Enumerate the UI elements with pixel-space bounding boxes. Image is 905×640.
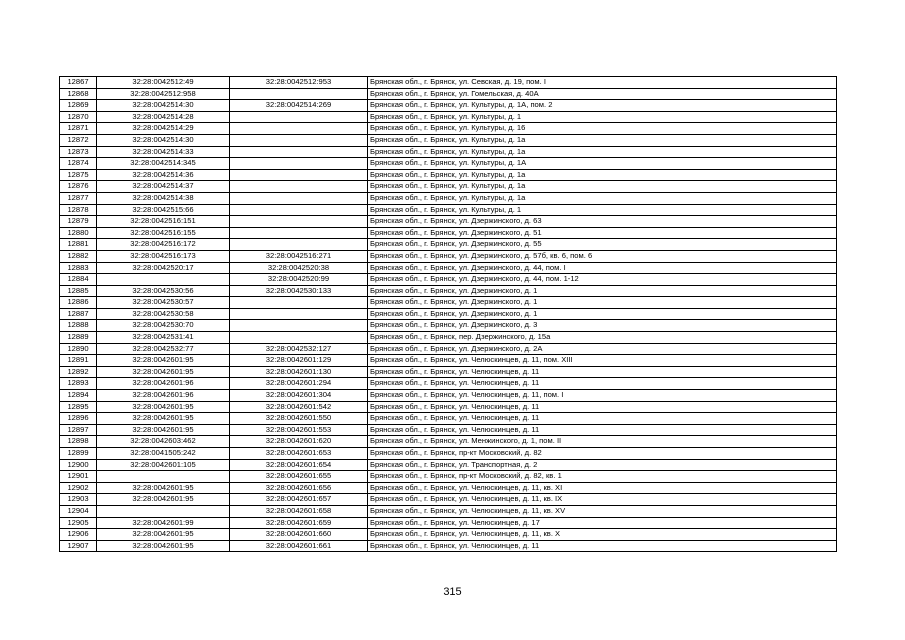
row-number-cell: 12903 [60, 494, 97, 506]
building-cadastral-number-cell [230, 297, 368, 309]
building-cadastral-number-cell: 32:28:0042601:656 [230, 482, 368, 494]
address-cell: Брянская обл., г. Брянск, ул. Культуры, д. 1А [368, 158, 837, 170]
row-number-cell: 12867 [60, 77, 97, 89]
land-cadastral-number-cell: 32:28:0042512:958 [97, 88, 230, 100]
building-cadastral-number-cell: 32:28:0042601:550 [230, 413, 368, 425]
land-cadastral-number-cell: 32:28:0042516:173 [97, 250, 230, 262]
building-cadastral-number-cell: 32:28:0042601:620 [230, 436, 368, 448]
row-number-cell: 12899 [60, 448, 97, 460]
address-cell: Брянская обл., г. Брянск, ул. Гомельская, д. 40А [368, 88, 837, 100]
row-number-cell: 12902 [60, 482, 97, 494]
land-cadastral-number-cell: 32:28:0042514:33 [97, 146, 230, 158]
row-number-cell: 12880 [60, 227, 97, 239]
row-number-cell: 12876 [60, 181, 97, 193]
table-row [60, 540, 837, 552]
building-cadastral-number-cell: 32:28:0042601:660 [230, 529, 368, 541]
land-cadastral-number-cell: 32:28:0042530:70 [97, 320, 230, 332]
building-cadastral-number-cell [230, 169, 368, 181]
table-row [60, 390, 837, 402]
registry-table [59, 76, 837, 552]
land-cadastral-number-cell: 32:28:0042601:95 [97, 413, 230, 425]
land-cadastral-number-cell: 32:28:0042516:151 [97, 216, 230, 228]
address-cell: Брянская обл., г. Брянск, пр-кт Московский, д. 82 [368, 448, 837, 460]
address-cell: Брянская обл., г. Брянск, ул. Челюскинцев, д. 11, кв. XI [368, 482, 837, 494]
address-cell: Брянская обл., г. Брянск, ул. Культуры, д. 1а [368, 181, 837, 193]
table-row [60, 436, 837, 448]
land-cadastral-number-cell: 32:28:0041505:242 [97, 448, 230, 460]
address-cell: Брянская обл., г. Брянск, ул. Челюскинцев, д. 11 [368, 424, 837, 436]
building-cadastral-number-cell: 32:28:0042601:542 [230, 401, 368, 413]
building-cadastral-number-cell: 32:28:0042601:304 [230, 390, 368, 402]
row-number-cell: 12883 [60, 262, 97, 274]
building-cadastral-number-cell: 32:28:0042516:271 [230, 250, 368, 262]
building-cadastral-number-cell: 32:28:0042601:658 [230, 505, 368, 517]
land-cadastral-number-cell: 32:28:0042514:37 [97, 181, 230, 193]
row-number-cell: 12879 [60, 216, 97, 228]
table-row [60, 274, 837, 286]
row-number-cell: 12884 [60, 274, 97, 286]
building-cadastral-number-cell: 32:28:0042520:99 [230, 274, 368, 286]
table-row [60, 517, 837, 529]
row-number-cell: 12907 [60, 540, 97, 552]
row-number-cell: 12875 [60, 169, 97, 181]
table-row [60, 529, 837, 541]
row-number-cell: 12896 [60, 413, 97, 425]
row-number-cell: 12874 [60, 158, 97, 170]
land-cadastral-number-cell: 32:28:0042532:77 [97, 343, 230, 355]
table-row [60, 181, 837, 193]
land-cadastral-number-cell: 32:28:0042601:96 [97, 378, 230, 390]
row-number-cell: 12889 [60, 332, 97, 344]
building-cadastral-number-cell: 32:28:0042601:655 [230, 471, 368, 483]
land-cadastral-number-cell: 32:28:0042531:41 [97, 332, 230, 344]
address-cell: Брянская обл., г. Брянск, ул. Челюскинцев, д. 11 [368, 378, 837, 390]
row-number-cell: 12887 [60, 308, 97, 320]
building-cadastral-number-cell: 32:28:0042530:133 [230, 285, 368, 297]
building-cadastral-number-cell: 32:28:0042601:653 [230, 448, 368, 460]
address-cell: Брянская обл., г. Брянск, ул. Челюскинцев, д. 11, пом. I [368, 390, 837, 402]
row-number-cell: 12901 [60, 471, 97, 483]
registry-table-body [60, 77, 837, 552]
address-cell: Брянская обл., г. Брянск, ул. Культуры, д. 1а [368, 169, 837, 181]
row-number-cell: 12898 [60, 436, 97, 448]
row-number-cell: 12893 [60, 378, 97, 390]
address-cell: Брянская обл., г. Брянск, ул. Менжинского, д. 1, пом. II [368, 436, 837, 448]
land-cadastral-number-cell: 32:28:0042514:30 [97, 100, 230, 112]
address-cell: Брянская обл., г. Брянск, ул. Дзержинского, д. 57б, кв. 6, пом. 6 [368, 250, 837, 262]
land-cadastral-number-cell: 32:28:0042514:36 [97, 169, 230, 181]
building-cadastral-number-cell: 32:28:0042512:953 [230, 77, 368, 89]
table-row [60, 204, 837, 216]
building-cadastral-number-cell: 32:28:0042601:553 [230, 424, 368, 436]
row-number-cell: 12873 [60, 146, 97, 158]
row-number-cell: 12878 [60, 204, 97, 216]
row-number-cell: 12877 [60, 192, 97, 204]
row-number-cell: 12904 [60, 505, 97, 517]
table-row [60, 216, 837, 228]
table-row [60, 297, 837, 309]
address-cell: Брянская обл., г. Брянск, ул. Дзержинского, д. 44, пом. 1-12 [368, 274, 837, 286]
building-cadastral-number-cell [230, 146, 368, 158]
land-cadastral-number-cell: 32:28:0042512:49 [97, 77, 230, 89]
row-number-cell: 12897 [60, 424, 97, 436]
address-cell: Брянская обл., г. Брянск, ул. Дзержинского, д. 2А [368, 343, 837, 355]
land-cadastral-number-cell: 32:28:0042516:155 [97, 227, 230, 239]
address-cell: Брянская обл., г. Брянск, пр-кт Московский, д. 82, кв. 1 [368, 471, 837, 483]
building-cadastral-number-cell [230, 332, 368, 344]
land-cadastral-number-cell: 32:28:0042601:95 [97, 494, 230, 506]
address-cell: Брянская обл., г. Брянск, ул. Дзержинского, д. 1 [368, 285, 837, 297]
address-cell: Брянская обл., г. Брянск, ул. Челюскинцев, д. 11, пом. XIII [368, 355, 837, 367]
table-row [60, 146, 837, 158]
address-cell: Брянская обл., г. Брянск, ул. Дзержинского, д. 44, пом. I [368, 262, 837, 274]
table-row [60, 123, 837, 135]
land-cadastral-number-cell: 32:28:0042601:95 [97, 366, 230, 378]
land-cadastral-number-cell: 32:28:0042601:95 [97, 529, 230, 541]
table-row [60, 482, 837, 494]
table-row [60, 401, 837, 413]
table-row [60, 239, 837, 251]
table-row [60, 448, 837, 460]
row-number-cell: 12882 [60, 250, 97, 262]
row-number-cell: 12869 [60, 100, 97, 112]
address-cell: Брянская обл., г. Брянск, ул. Челюскинцев, д. 11, кв. XV [368, 505, 837, 517]
row-number-cell: 12900 [60, 459, 97, 471]
building-cadastral-number-cell: 32:28:0042514:269 [230, 100, 368, 112]
table-row [60, 227, 837, 239]
building-cadastral-number-cell [230, 308, 368, 320]
address-cell: Брянская обл., г. Брянск, ул. Дзержинского, д. 63 [368, 216, 837, 228]
row-number-cell: 12888 [60, 320, 97, 332]
land-cadastral-number-cell: 32:28:0042515:66 [97, 204, 230, 216]
row-number-cell: 12895 [60, 401, 97, 413]
address-cell: Брянская обл., г. Брянск, ул. Челюскинцев, д. 11 [368, 413, 837, 425]
table-row [60, 471, 837, 483]
table-row [60, 158, 837, 170]
address-cell: Брянская обл., г. Брянск, ул. Культуры, д. 1а [368, 134, 837, 146]
land-cadastral-number-cell: 32:28:0042601:95 [97, 355, 230, 367]
table-row [60, 262, 837, 274]
table-row [60, 320, 837, 332]
building-cadastral-number-cell: 32:28:0042601:654 [230, 459, 368, 471]
table-row [60, 169, 837, 181]
land-cadastral-number-cell [97, 471, 230, 483]
table-row [60, 332, 837, 344]
table-row [60, 413, 837, 425]
land-cadastral-number-cell: 32:28:0042603:462 [97, 436, 230, 448]
row-number-cell: 12886 [60, 297, 97, 309]
address-cell: Брянская обл., г. Брянск, пер. Дзержинского, д. 15а [368, 332, 837, 344]
address-cell: Брянская обл., г. Брянск, ул. Культуры, д. 16 [368, 123, 837, 135]
table-row [60, 88, 837, 100]
land-cadastral-number-cell: 32:28:0042601:96 [97, 390, 230, 402]
land-cadastral-number-cell: 32:28:0042530:58 [97, 308, 230, 320]
building-cadastral-number-cell: 32:28:0042601:129 [230, 355, 368, 367]
building-cadastral-number-cell [230, 204, 368, 216]
building-cadastral-number-cell [230, 134, 368, 146]
address-cell: Брянская обл., г. Брянск, ул. Дзержинского, д. 51 [368, 227, 837, 239]
table-row [60, 192, 837, 204]
address-cell: Брянская обл., г. Брянск, ул. Челюскинцев, д. 11 [368, 401, 837, 413]
table-row [60, 343, 837, 355]
land-cadastral-number-cell [97, 505, 230, 517]
land-cadastral-number-cell: 32:28:0042601:95 [97, 401, 230, 413]
address-cell: Брянская обл., г. Брянск, ул. Челюскинцев, д. 11 [368, 540, 837, 552]
table-row [60, 77, 837, 89]
address-cell: Брянская обл., г. Брянск, ул. Челюскинцев, д. 11 [368, 366, 837, 378]
land-cadastral-number-cell: 32:28:0042514:30 [97, 134, 230, 146]
building-cadastral-number-cell [230, 216, 368, 228]
address-cell: Брянская обл., г. Брянск, ул. Севская, д. 19, пом. I [368, 77, 837, 89]
building-cadastral-number-cell [230, 239, 368, 251]
land-cadastral-number-cell: 32:28:0042516:172 [97, 239, 230, 251]
table-row [60, 366, 837, 378]
building-cadastral-number-cell [230, 181, 368, 193]
building-cadastral-number-cell: 32:28:0042520:38 [230, 262, 368, 274]
address-cell: Брянская обл., г. Брянск, ул. Культуры, д. 1 [368, 111, 837, 123]
building-cadastral-number-cell: 32:28:0042532:127 [230, 343, 368, 355]
table-row [60, 111, 837, 123]
address-cell: Брянская обл., г. Брянск, ул. Дзержинского, д. 1 [368, 308, 837, 320]
row-number-cell: 12881 [60, 239, 97, 251]
address-cell: Брянская обл., г. Брянск, ул. Дзержинского, д. 3 [368, 320, 837, 332]
row-number-cell: 12870 [60, 111, 97, 123]
address-cell: Брянская обл., г. Брянск, ул. Дзержинского, д. 55 [368, 239, 837, 251]
building-cadastral-number-cell: 32:28:0042601:130 [230, 366, 368, 378]
address-cell: Брянская обл., г. Брянск, ул. Дзержинского, д. 1 [368, 297, 837, 309]
land-cadastral-number-cell: 32:28:0042514:29 [97, 123, 230, 135]
building-cadastral-number-cell: 32:28:0042601:657 [230, 494, 368, 506]
building-cadastral-number-cell [230, 320, 368, 332]
building-cadastral-number-cell [230, 158, 368, 170]
table-row [60, 250, 837, 262]
table-row [60, 459, 837, 471]
land-cadastral-number-cell: 32:28:0042514:28 [97, 111, 230, 123]
table-row [60, 505, 837, 517]
address-cell: Брянская обл., г. Брянск, ул. Челюскинцев, д. 17 [368, 517, 837, 529]
page-number: 315 [443, 586, 462, 598]
table-row [60, 494, 837, 506]
land-cadastral-number-cell: 32:28:0042530:57 [97, 297, 230, 309]
building-cadastral-number-cell [230, 192, 368, 204]
building-cadastral-number-cell: 32:28:0042601:294 [230, 378, 368, 390]
address-cell: Брянская обл., г. Брянск, ул. Культуры, д. 1а [368, 146, 837, 158]
address-cell: Брянская обл., г. Брянск, ул. Культуры, д. 1а [368, 192, 837, 204]
row-number-cell: 12890 [60, 343, 97, 355]
building-cadastral-number-cell [230, 227, 368, 239]
table-row [60, 285, 837, 297]
land-cadastral-number-cell: 32:28:0042514:345 [97, 158, 230, 170]
land-cadastral-number-cell: 32:28:0042520:17 [97, 262, 230, 274]
table-row [60, 308, 837, 320]
address-cell: Брянская обл., г. Брянск, ул. Культуры, д. 1 [368, 204, 837, 216]
table-row [60, 134, 837, 146]
land-cadastral-number-cell [97, 274, 230, 286]
land-cadastral-number-cell: 32:28:0042601:95 [97, 482, 230, 494]
table-row [60, 100, 837, 112]
land-cadastral-number-cell: 32:28:0042530:56 [97, 285, 230, 297]
land-cadastral-number-cell: 32:28:0042601:95 [97, 540, 230, 552]
row-number-cell: 12868 [60, 88, 97, 100]
table-row [60, 355, 837, 367]
building-cadastral-number-cell [230, 88, 368, 100]
land-cadastral-number-cell: 32:28:0042601:105 [97, 459, 230, 471]
building-cadastral-number-cell [230, 111, 368, 123]
building-cadastral-number-cell: 32:28:0042601:659 [230, 517, 368, 529]
land-cadastral-number-cell: 32:28:0042514:38 [97, 192, 230, 204]
row-number-cell: 12871 [60, 123, 97, 135]
address-cell: Брянская обл., г. Брянск, ул. Челюскинцев, д. 11, кв. X [368, 529, 837, 541]
row-number-cell: 12892 [60, 366, 97, 378]
row-number-cell: 12885 [60, 285, 97, 297]
row-number-cell: 12872 [60, 134, 97, 146]
table-row [60, 424, 837, 436]
row-number-cell: 12894 [60, 390, 97, 402]
address-cell: Брянская обл., г. Брянск, ул. Транспортная, д. 2 [368, 459, 837, 471]
land-cadastral-number-cell: 32:28:0042601:99 [97, 517, 230, 529]
row-number-cell: 12906 [60, 529, 97, 541]
table-row [60, 378, 837, 390]
row-number-cell: 12891 [60, 355, 97, 367]
row-number-cell: 12905 [60, 517, 97, 529]
building-cadastral-number-cell: 32:28:0042601:661 [230, 540, 368, 552]
building-cadastral-number-cell [230, 123, 368, 135]
land-cadastral-number-cell: 32:28:0042601:95 [97, 424, 230, 436]
address-cell: Брянская обл., г. Брянск, ул. Челюскинцев, д. 11, кв. IX [368, 494, 837, 506]
address-cell: Брянская обл., г. Брянск, ул. Культуры, д. 1А, пом. 2 [368, 100, 837, 112]
